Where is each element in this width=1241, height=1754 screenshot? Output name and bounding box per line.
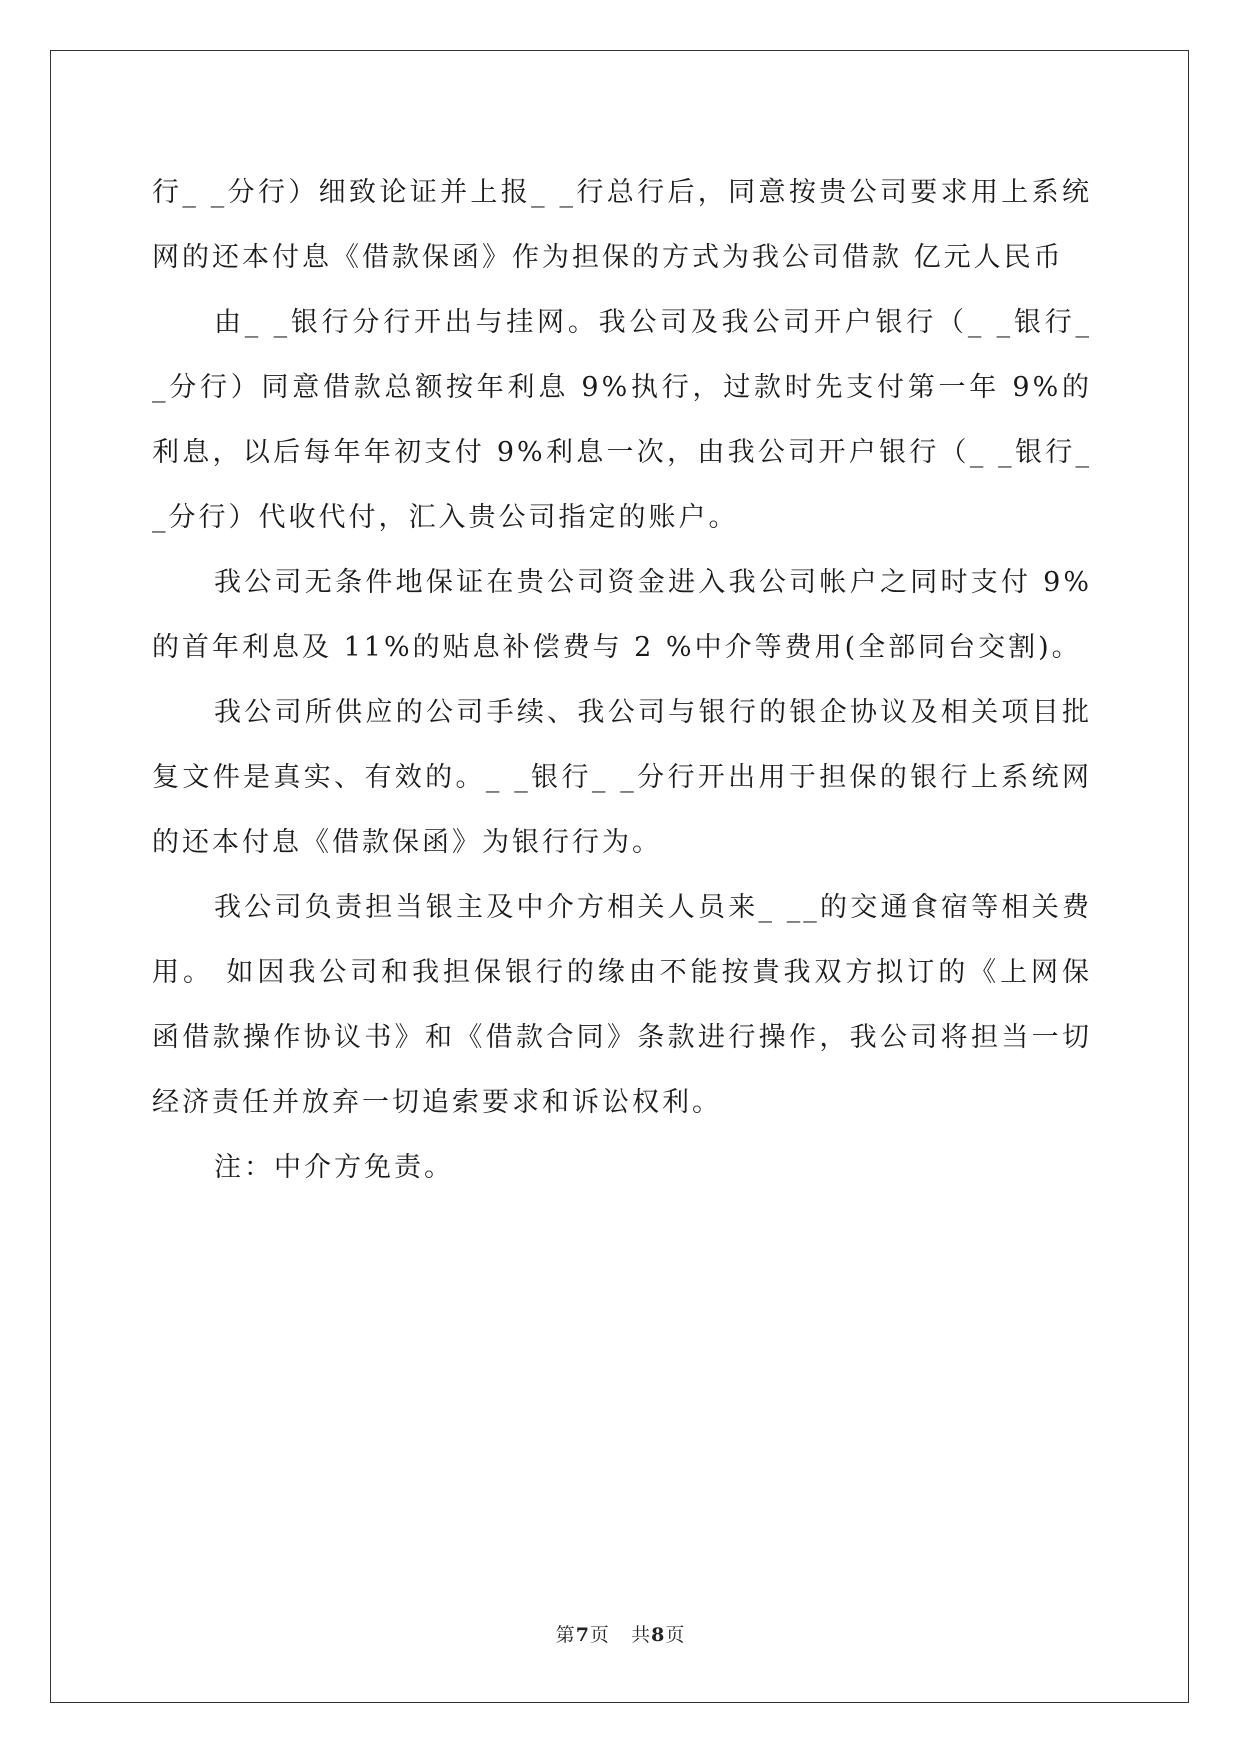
total-pages-number: 8 [651,1624,666,1646]
document-body [152,160,1104,1200]
paragraph: 注：中介方免责。 [214,1152,454,1183]
paragraph: 行_ _分行）细致论证并上报_ _行总行后，同意按贵公司要求用上系统网的还本付息《借款保函》作为担保的方式为我公司借款 亿元人民币 [152,177,1092,273]
total-pages-suffix: 页 [665,1624,686,1646]
page-number-suffix: 页 [589,1624,610,1646]
paragraph: 我公司无条件地保证在贵公司资金进入我公司帐户之同时支付 9%的首年利息及 11%的贴息补偿费与 2 %中介等费用(全部同台交割)。 [152,567,1092,663]
page-footer [0,1620,1241,1647]
total-pages-prefix: 共 [631,1624,652,1646]
paragraph: 我公司负责担当银主及中介方相关人员来_ __的交通食宿等相关费用。 如因我公司和我担保银行的缘由不能按貴我双方拟订的《上网保函借款操作协议书》和《借款合同》条款进行操作，我公司将担当一切经济责任并放弃一切追索要求和诉讼权利。 [152,892,1092,1118]
page-number-prefix: 第 [555,1624,576,1646]
paragraph: 我公司所供应的公司手续、我公司与银行的银企协议及相关项目批复文件是真实、有效的。_ _银行_ _分行开出用于担保的银行上系统网的还本付息《借款保函》为银行行为。 [152,697,1092,858]
current-page-number: 7 [575,1624,590,1646]
paragraph: 由_ _银行分行开出与挂网。我公司及我公司开户银行（_ _银行_ _分行）同意借款总额按年利息 9%执行，过款时先支付第一年 9%的利息，以后每年年初支付 9%利息一次，由我公司开户银行（_ _银行_ _分行）代收代付，汇入贵公司指定的账户。 [152,307,1104,533]
